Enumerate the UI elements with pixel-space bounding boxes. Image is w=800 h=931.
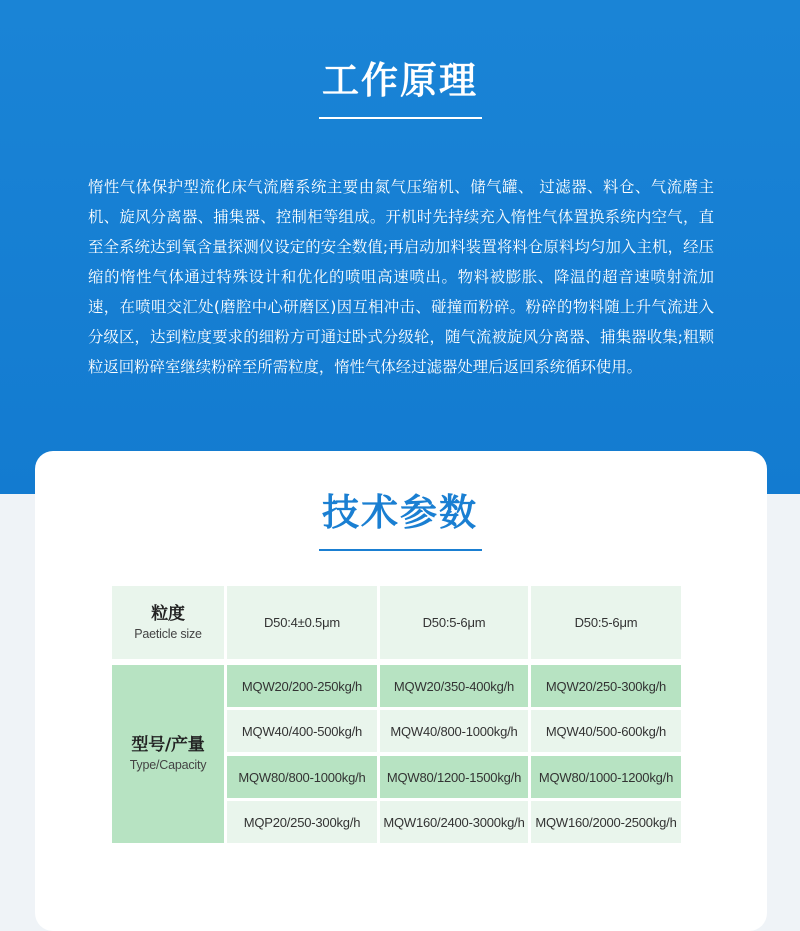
model-capacity-cell: MQW80/1000-1200kg/h (531, 756, 681, 798)
particle-size-value: D50:5-6μm (380, 586, 528, 659)
model-capacity-cell: MQW20/350-400kg/h (380, 665, 528, 707)
principle-description: 惰性气体保护型流化床气流磨系统主要由氮气压缩机、储气罐、 过滤器、料仓、气流磨主机、旋风分离器、捕集器、控制柜等组成。开机时先持续充入惰性气体置换系统内空气，直至全系统达到氧含量探测仪设定的安全数值;再启动加料装置将料仓原料均匀加入主机，经压缩的惰性气体通过特殊设计和优化的喷咀高速喷出。物料被膨胀、降温的超音速喷射流加速，在喷咀交汇处(磨腔中心研磨区)因互相冲击、碰撞而粉碎。粉碎的物料随上升气流进入分级区，达到粒度要求的细粉方可通过卧式分级轮，随气流被旋风分离器、捕集器收集;粗颗粒返回粉碎室继续粉碎至所需粒度，惰性气体经过滤器处理后返回系统循环使用。 (88, 178, 714, 376)
particle-size-label-cn: 粒度 (151, 603, 185, 624)
model-capacity-cell: MQW80/1200-1500kg/h (380, 756, 528, 798)
particle-size-header (112, 586, 224, 659)
model-capacity-cell: MQW20/250-300kg/h (531, 665, 681, 707)
model-capacity-cell: MQP20/250-300kg/h (227, 801, 377, 843)
model-capacity-cell: MQW80/800-1000kg/h (227, 756, 377, 798)
model-capacity-cell: MQW40/400-500kg/h (227, 710, 377, 752)
specs-title: 技术参数 (322, 491, 478, 534)
model-capacity-cell: MQW40/500-600kg/h (531, 710, 681, 752)
model-capacity-cell: MQW160/2400-3000kg/h (380, 801, 528, 843)
principle-title-underline (319, 117, 482, 119)
model-capacity-cell: MQW20/200-250kg/h (227, 665, 377, 707)
models-header (112, 665, 224, 843)
specs-title-underline (319, 549, 482, 551)
models-label-en: Type/Capacity (129, 758, 207, 772)
models-label-cn: 型号/产量 (131, 735, 205, 755)
particle-size-label-en: Paeticle size (134, 626, 202, 641)
principle-title: 工作原理 (322, 59, 478, 102)
model-capacity-cell: MQW40/800-1000kg/h (380, 710, 528, 752)
particle-size-value: D50:5-6μm (531, 586, 681, 659)
model-capacity-cell: MQW160/2000-2500kg/h (531, 801, 681, 843)
particle-size-value: D50:4±0.5μm (227, 586, 377, 659)
